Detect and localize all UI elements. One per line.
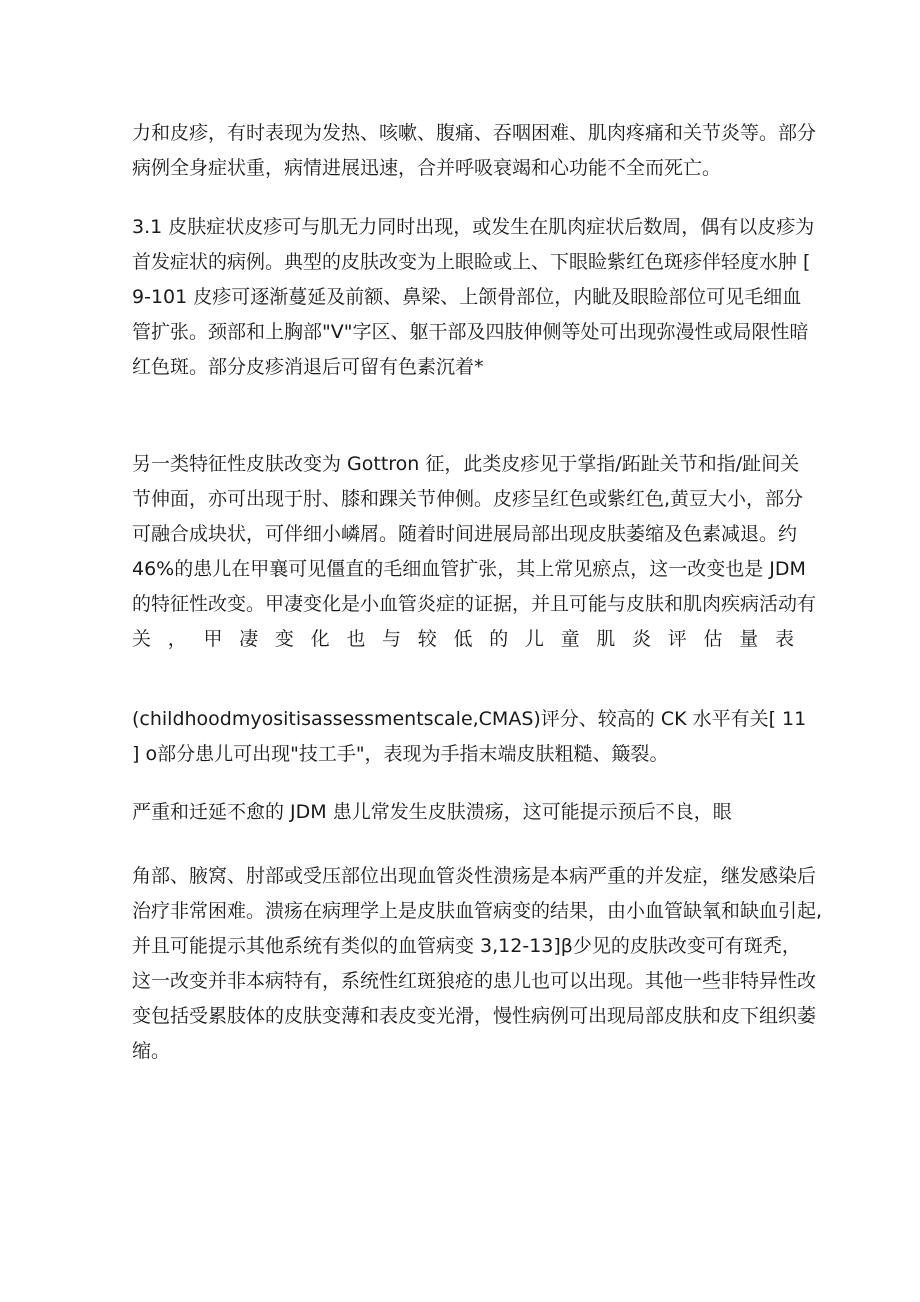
text-line: 严重和迁延不愈的 JDM 患儿常发生皮肤溃疡，这可能提示预后不良，眼 <box>132 801 732 823</box>
text-line: 这一改变并非本病特有，系统性红斑狼疮的患儿也可以出现。其他一些非特异性改 <box>132 970 817 992</box>
text-line: 病例全身症状重，病情进展迅速，合并呼吸衰竭和心功能不全而死亡。 <box>132 157 722 179</box>
spread-char: 变 <box>274 628 294 650</box>
spread-char: 关 <box>132 628 152 650</box>
text-line: 的特征性改变。甲凄变化是小血管炎症的证据，并且可能与皮肤和肌肉疾病活动有 <box>132 593 817 615</box>
text-line: 3.1 皮肤症状皮疹可与肌无力同时出现，或发生在肌肉症状后数周，偶有以皮疹为 <box>132 216 815 238</box>
spread-char: 肌 <box>596 628 616 650</box>
paragraph-2 <box>132 210 815 385</box>
spread-char: 凄 <box>239 628 259 650</box>
spread-char: 儿 <box>524 628 544 650</box>
text-line: 管扩张。颈部和上胸部"V"字区、躯干部及四肢伸侧等处可出现弥漫性或局限性暗 <box>132 321 809 343</box>
spread-char: 化 <box>310 628 330 650</box>
text-line: 力和皮疹，有时表现为发热、咳嗽、腹痛、吞咽困难、肌肉疼痛和关节炎等。部分 <box>132 122 817 144</box>
text-line: 首发症状的病例。典型的皮肤改变为上眼睑或上、下眼睑紫红色斑疹伴轻度水肿 [ <box>132 251 811 273</box>
spread-char: 估 <box>703 628 723 650</box>
spread-char: 也 <box>346 628 366 650</box>
spread-char: 低 <box>453 628 473 650</box>
spread-char: ， <box>167 628 187 650</box>
spread-char: 甲 <box>203 628 223 650</box>
spread-char: 与 <box>382 628 402 650</box>
spread-char: 评 <box>667 628 687 650</box>
text-line: 红色斑。部分皮疹消退后可留有色素沉着* <box>132 356 484 378</box>
text-line: 角部、腋窝、肘部或受压部位出现血管炎性溃疡是本病严重的并发症，继发感染后 <box>132 865 817 887</box>
spread-char: 量 <box>739 628 759 650</box>
text-line: 9-101 皮疹可逐渐蔓延及前额、鼻梁、上颌骨部位，内眦及眼睑部位可见毛细血 <box>132 286 802 308</box>
paragraph-5 <box>132 859 823 1069</box>
paragraph-3 <box>132 447 817 657</box>
text-line: 节伸面，亦可出现于肘、膝和踝关节伸侧。皮疹呈红色或紫红色,黄豆大小，部分 <box>132 488 804 510</box>
text-line: 46%的患儿在甲襄可见僵直的毛细血管扩张，其上常见瘀点，这一改变也是 JDM <box>132 558 806 580</box>
spread-char: 炎 <box>632 628 652 650</box>
text-line: 并且可能提示其他系统有类似的血管病变 3,12-13]β少见的皮肤改变可有斑秃， <box>132 935 801 957</box>
spread-char: 童 <box>560 628 580 650</box>
paragraph-1 <box>132 116 817 186</box>
spread-char: 较 <box>417 628 437 650</box>
text-line: (childhoodmyositisassessmentscale,CMAS)评分、较高的 CK 水平有关[ 11 <box>132 708 807 730</box>
spread-text-line <box>132 622 794 657</box>
spread-char: 的 <box>489 628 509 650</box>
text-line: 可融合成块状，可伴细小嶙屑。随着时间进展局部出现皮肤萎缩及色素减退。约 <box>132 523 798 545</box>
text-line: 治疗非常困难。溃疡在病理学上是皮肤血管病变的结果，由小血管缺氧和缺血引起, <box>132 900 823 922</box>
text-line: 缩。 <box>132 1040 171 1062</box>
text-line: 另一类特征性皮肤改变为 Gottron 征，此类皮疹见于掌指/跖趾关节和指/趾间关 <box>132 453 800 475</box>
spread-char: 表 <box>774 628 794 650</box>
paragraph-3-continued <box>132 702 807 772</box>
text-line: 变包括受累肢体的皮肤变薄和表皮变光滑，慢性病例可出现局部皮肤和皮下组织萎 <box>132 1005 817 1027</box>
text-line: ] o部分患儿可出现"技工手"，表现为手指末端皮肤粗糙、簸裂。 <box>132 743 669 765</box>
paragraph-4 <box>132 795 794 830</box>
